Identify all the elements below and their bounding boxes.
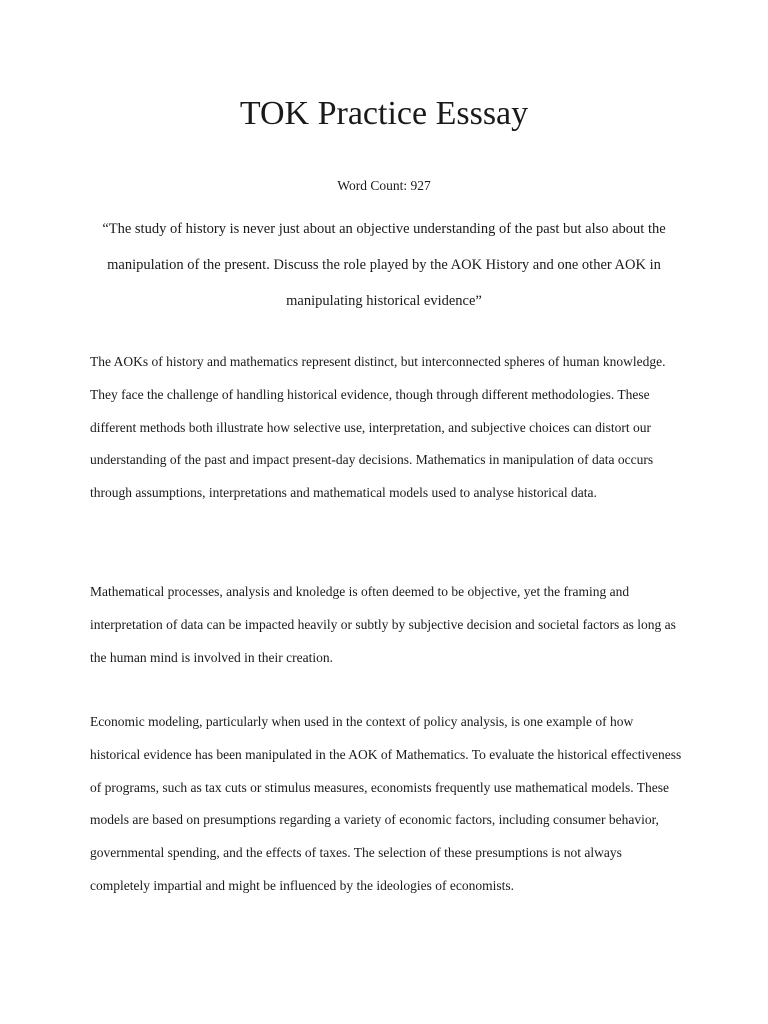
document-title: TOK Practice Esssay [239, 95, 529, 132]
paragraph: Mathematical processes, analysis and knoledge is often deemed to be objective, yet the framing and interpretation of data can be impacted heavily or subtly by subjective decision and societal factors as long as the human mind is involved in their creation. [90, 584, 676, 665]
paragraph: The AOKs of history and mathematics represent distinct, but interconnected spheres of human knowledge. They face the challenge of handling historical evidence, though through different methodologies. These different methods both illustrate how selective use, interpretation, and subjective choices can distort our understanding of the past and impact present-day decisions. Mathematics in manipulation of data occurs through assumptions, interpretations and mathematical models used to analyse historical data. [90, 354, 666, 501]
paragraph: Economic modeling, particularly when used in the context of policy analysis, is one example of how historical evidence has been manipulated in the AOK of Mathematics. To evaluate the historical effectiveness of programs, such as tax cuts or stimulus measures, economists frequently use mathematical models. These models are based on presumptions regarding a variety of economic factors, including consumer behavior, governmental spending, and the effects of taxes. The selection of these presumptions is not always completely impartial and might be influenced by the ideologies of economists. [90, 714, 682, 893]
word-count: Word Count: 927 [337, 178, 431, 193]
essay-prompt: “The study of history is never just about an objective understanding of the past but also about the manipulation of the present. Discuss the role played by the AOK History and one other AOK in manipulating historical evidence” [102, 221, 666, 309]
